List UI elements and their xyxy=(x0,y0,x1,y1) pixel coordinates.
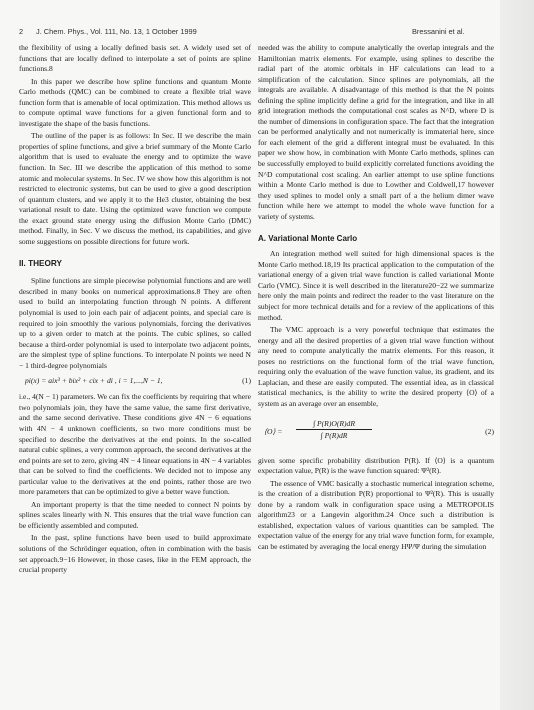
right-column xyxy=(258,43,494,554)
paragraph: i.e., 4(N − 1) parameters. We can fix the coefficients by requiring that where two polynomials join, they have the same value, the same first derivative, and the same second derivative. These conditions give 4N − 6 equations with 4N − 4 unknown coefficients, so two more conditions must be specified to describe the derivatives at the end points. In the so-called natural cubic splines, a very common approach, the second derivatives at the end points are set to zero, giving 4N − 4 linear equations in 4N − 4 variables that can be solved to find the coefficients. We decided not to impose any particular value to the derivatives at the end points, rather those are two more parameters that can be optimized to give a better wave function. xyxy=(19,392,251,497)
equation-1-body: pi(x) = aix³ + bix² + cix + di , i = 1,...,N − 1, xyxy=(25,376,163,386)
paragraph: An important property is that the time needed to connect N points by splines scales linearly with N. This ensures that the trial wave function can be efficiently assembled and computed. xyxy=(19,499,251,530)
equation-2-lhs: ⟨O⟩ = xyxy=(264,426,283,436)
paragraph: In this paper we describe how spline functions and quantum Monte Carlo methods (QMC) can be combined to create a flexible trial wave function form that is amenable of local optimization. This method allows us to compute optimal wave functions for a given functional form and to investigate the shape of the basis functions. xyxy=(19,76,251,128)
paragraph: The essence of VMC basically a stochastic numerical integration scheme, is the creation of a distribution P(R) proportional to Ψ²(R). This is usually done by a random walk in configuration space using a METROPOLIS algorithm23 or a Langevin algorithm.24 Once such a distribution is established, expectation values of various quantities can be sampled. The expectation value of the energy for any trial wave function form, for example, can be estimated by averaging the local energy HΨ/Ψ during the simulation xyxy=(258,478,494,551)
equation-2-number: (2) xyxy=(485,426,494,436)
equation-1-number: (1) xyxy=(242,376,251,386)
paragraph: Spline functions are simple piecewise polynomial functions and are well described in many books on numerical approximations.8 They are often used to build an interpolating function through N points. A different polynomial is used to join each pair of adjacent points, and special care is required to join smoothly the various polynomials, forcing the derivatives up to a given order to match at the points. The cubic splines, so called because a third-order polynomial is used to interpolate two adjacent points, are the simplest type of spline functions. To interpolate N points we need N − 1 third-degree polynomials xyxy=(19,276,251,370)
paragraph: The VMC approach is a very powerful technique that estimates the energy and all the desired properties of a given trial wave function without any need to compute analytically the matrix elements. For this reason, it poses no restrictions on the functional form of the trial wave function, requiring only the evaluation of the wave function value, its gradient, and its Laplacian, and these are easily computed. The essential idea, as in classical statistical mechanics, is the ability to write the desired property ⟨O⟩ of a system as an average over an ensemble, xyxy=(258,325,494,408)
page-number: 2 xyxy=(19,27,24,36)
equation-2 xyxy=(258,416,494,450)
equation-2-denominator: ∫ P(R)dR xyxy=(320,430,348,440)
equation-2-fraction xyxy=(296,419,372,440)
paragraph: given some specific probability distribution P(R). If ⟨O⟩ is a quantum expectation value, P(R) is the wave function squared: Ψ²(R). xyxy=(258,455,494,476)
paragraph: the flexibility of using a locally defined basis set. A widely used set of functions that are locally defined to interpolate a set of points are spline functions.8 xyxy=(19,43,251,74)
running-authors: Bressanini et al. xyxy=(412,27,465,36)
paragraph: The outline of the paper is as follows: In Sec. II we describe the main properties of spline functions, and give a brief summary of the Monte Carlo algorithm that is used to evaluate the energy and to optimize the wave function. In Sec. III we describe the application of this method to some atomic and molecular systems. In Sec. IV we show how this algorithm is not restricted to electronic systems, but can be used to give a good description of quantum clusters, and we apply it to the He3 cluster, obtaining the best variational result to date. Using the optimized wave function we compute the exact ground state energy using the diffusion Monte Carlo (DMC) method. Finally, in Sec. V we discuss the method, its capabilities, and give some suggestions on possible directions for future work. xyxy=(19,131,251,246)
paragraph: An integration method well suited for high dimensional spaces is the Monte Carlo method.18,19 Its practical application to the computation of the variational energy of a given trial wave function is called variational Monte Carlo (VMC). Since it is well described in the literature20−22 we summarize here only the main points and redirect the reader to the vast literature on the subject for more technical details and for a review of the applications of this method. xyxy=(258,249,494,322)
journal-citation: J. Chem. Phys., Vol. 111, No. 13, 1 October 1999 xyxy=(36,27,197,36)
fraction-bar xyxy=(296,429,372,430)
paragraph: In the past, spline functions have been used to build approximate solutions of the Schrödinger equation, often in combination with the basis set approach.9−16 However, in those cases, like in the FEM approach, the crucial property xyxy=(19,533,251,575)
subsection-heading: A. Variational Monte Carlo xyxy=(258,234,358,244)
section-heading: II. THEORY xyxy=(19,259,62,269)
adjacent-page-edge xyxy=(500,0,534,710)
equation-1 xyxy=(19,373,251,388)
equation-2-numerator: ∫ P(R)O(R)dR xyxy=(313,418,355,428)
left-column xyxy=(19,43,251,578)
paragraph: needed was the ability to compute analytically the overlap integrals and the Hamiltonian matrix elements. For example, using splines to describe the radial part of the atomic orbitals in HF calculations can lead to a simplification of the calculation. Since splines are polynomials, all the integrals are available. A disadvantage of this method is that the N points defining the spline implicitly define a grid for the integration, and like in all grid integration methods the computational cost scales as N^D, where D is the number of dimensions in configuration space. The fact that the integration can be performed analytically and not numerically is immaterial here, since for each element of the grid a different integral must be evaluated. In this paper we show how, in combination with Monte Carlo methods, splines can be successfully employed to build explicitly correlated functions avoiding the N^D computational cost scaling. An earlier attempt to use spline functions within a Monte Carlo method is due to Lowther and Coldwell,17 however they used splines to model only a small part of a the helium dimer wave function while here we attempt to model the whole wave function for a variety of systems. xyxy=(258,43,494,221)
